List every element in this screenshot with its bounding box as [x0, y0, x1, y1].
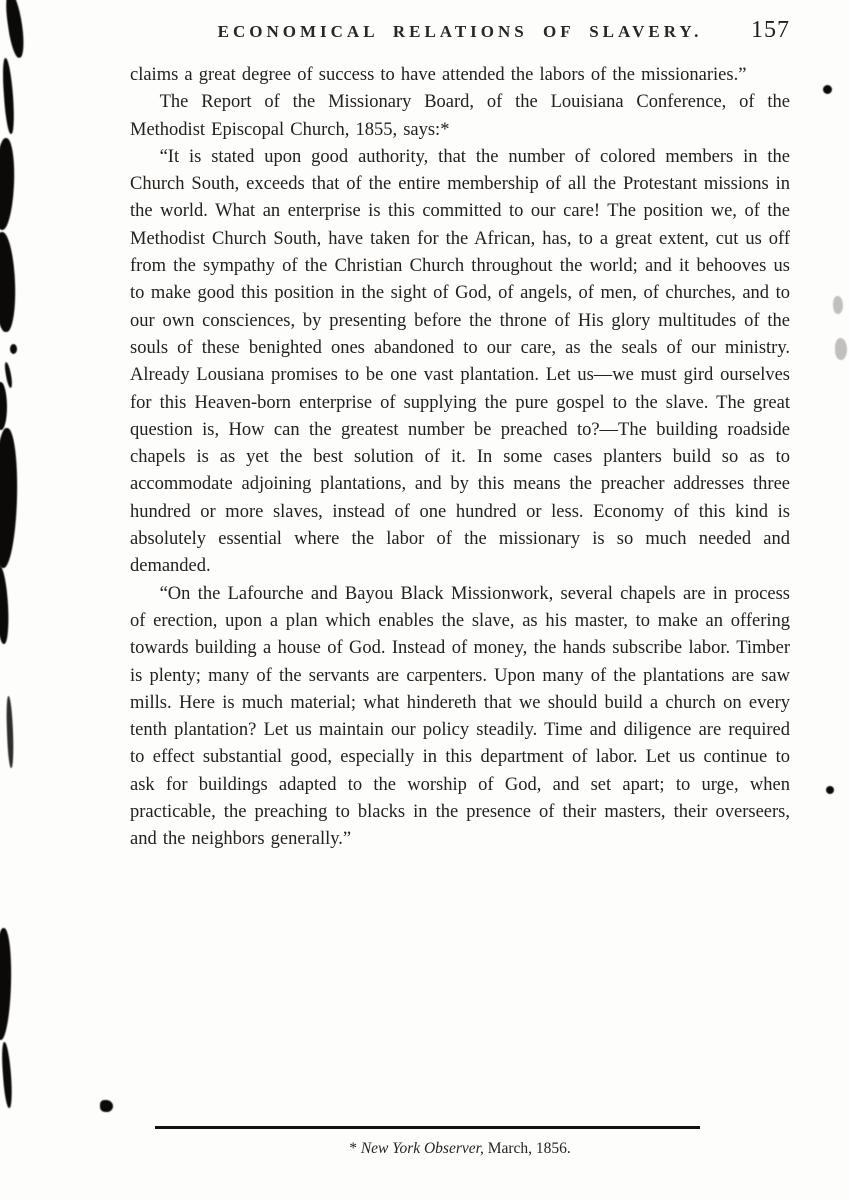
ink-smudge: [1, 1042, 14, 1108]
ink-smudge: [0, 428, 19, 569]
paragraph: “On the Lafourche and Bayou Black Missionwork, several chapels are in process of erection, upon a plan which enables the slave, as his master, to make an offering towards building a house of God. Instead of money, the hands subscribe labor. Timber is plenty; many of the servants are carpenters. Upon many of the plantations are saw mills. Here is much material; what hindereth that we should build a church on every tenth plantation? Let us maintain our policy steadily. Time and diligence are required to effect substantial good, especially in this department of labor. Let us continue to ask for buildings adapted to the worship of God, and set apart; to urge, when practicable, the preaching to blacks in the presence of their masters, their overseers, and the neighbors generally.”: [130, 583, 790, 850]
footnote-source: New York Observer,: [360, 1140, 484, 1157]
ink-smudge: [0, 382, 7, 430]
ink-speck: [4, 362, 13, 388]
paragraph: claims a great degree of success to have attended the labors of the missionaries.”: [130, 65, 747, 85]
ink-speck: [823, 85, 832, 94]
paragraph: “It is stated upon good authority, that the number of colored members in the Church South, exceeds that of the entire membership of all the Protestant missions in the world. What an enterprise is this committed to our care! The position we, of the Methodist Church South, have taken for the African, has, to a great extent, cut us off from the sympathy of the Christian Church throughout the world; and it behooves us to make good this position in the sight of God, of angels, of men, of churches, and to our own consciences, by presenting before the throne of His glory multitudes of the souls of these benighted ones abandoned to our care, as the seals of our ministry. Already Lousiana promises to be one vast plantation. Let us—we must gird ourselves for this Heaven-born enterprise of supplying the pure gospel to the slave. The great question is, How can the greatest number be preached to?—The building roadside chapels is as yet the best solution of it. In some cases planters build so as to accommodate adjoining plantations, and by this means the preacher addresses three hundred or more slaves, instead of one hundred or less. Economy of this kind is absolutely essential where the labor of the missionary is so much needed and demanded.: [130, 146, 790, 577]
footnote-marker: *: [349, 1140, 357, 1157]
ink-speck: [833, 296, 843, 314]
ink-speck: [10, 344, 17, 354]
ink-speck: [835, 338, 847, 360]
footnote-rule: [155, 1126, 700, 1129]
footnote-date: March, 1856.: [487, 1140, 571, 1157]
ink-speck: [826, 786, 834, 794]
ink-smudge: [0, 928, 13, 1041]
paragraph: The Report of the Missionary Board, of the Louisiana Conference, of the Methodist Episcopal Church, 1855, says:*: [130, 92, 790, 140]
ink-speck: [100, 1100, 113, 1112]
ink-smudge: [0, 566, 10, 645]
ink-smudge: [1, 58, 15, 134]
ink-smudge: [0, 232, 17, 333]
body-text: [130, 62, 790, 854]
page-footer: [130, 1126, 790, 1158]
page-number: 157: [751, 17, 790, 43]
page-header: [130, 17, 790, 56]
ink-smudge: [6, 696, 15, 768]
running-title: ECONOMICAL RELATIONS OF SLAVERY.: [217, 22, 703, 41]
ink-smudge: [0, 138, 16, 231]
footnote: [130, 1140, 790, 1158]
ink-smudge: [3, 0, 26, 59]
